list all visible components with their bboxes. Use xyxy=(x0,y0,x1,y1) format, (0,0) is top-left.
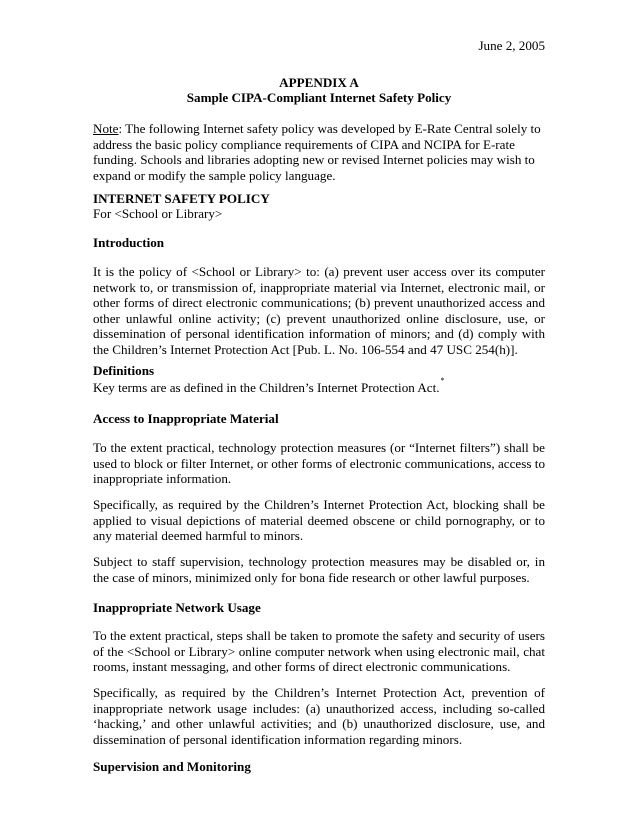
network-heading: Inappropriate Network Usage xyxy=(93,600,261,615)
access-paragraph-1: To the extent practical, technology protection measures (or “Internet filters”) shall be used to block or filter Internet, or other forms of electronic communications, access to inappropriate information. xyxy=(93,440,545,487)
definitions-text: Key terms are as defined in the Children’s Internet Protection Act. xyxy=(93,380,440,395)
network-paragraph-2: Specifically, as required by the Children’s Internet Protection Act, prevention of inappropriate network usage includes: (a) unauthorized access, including so-called ‘hacking,’ and other unlawful activities; and (b) unauthorized disclosure, use, and dissemination of personal identification information regarding minors. xyxy=(93,685,545,747)
policy-heading: INTERNET SAFETY POLICY xyxy=(93,191,270,206)
footnote-mark: * xyxy=(440,376,445,385)
note-paragraph xyxy=(93,121,545,183)
appendix-title: APPENDIX A xyxy=(279,75,359,90)
introduction-heading: Introduction xyxy=(93,235,165,250)
supervision-heading: Supervision and Monitoring xyxy=(93,759,251,774)
appendix-subtitle: Sample CIPA-Compliant Internet Safety Policy xyxy=(186,90,452,105)
introduction-paragraph: It is the policy of <School or Library> to: (a) prevent user access over its computer network to, or transmission of, inappropriate material via Internet, electronic mail, or other forms of direct electronic communications; (b) prevent unauthorized access and other unlawful online activity; (c) prevent unauthorized online disclosure, use, or dissemination of personal identification information of minors; and (d) comply with the Children’s Internet Protection Act [Pub. L. No. 106-554 and 47 USC 254(h)]. xyxy=(93,264,545,357)
access-paragraph-3: Subject to staff supervision, technology protection measures may be disabled or, in the case of minors, minimized only for bona fide research or other lawful purposes. xyxy=(93,554,545,585)
note-text: : The following Internet safety policy was developed by E-Rate Central solely to address the basic policy compliance requirements of CIPA and NCIPA for E-rate funding. Schools and libraries adopting new or revised Internet policies may wish to expand or modify the sample policy language. xyxy=(93,121,541,183)
network-paragraph-1: To the extent practical, steps shall be taken to promote the safety and security of users of the <School or Library> online computer network when using electronic mail, chat rooms, instant messaging, and other forms of direct electronic communications. xyxy=(93,628,545,675)
policy-for-line: For <School or Library> xyxy=(93,206,223,221)
access-paragraph-2: Specifically, as required by the Children’s Internet Protection Act, blocking shall be applied to visual depictions of material deemed obscene or child pornography, or to any material deemed harmful to minors. xyxy=(93,497,545,544)
definitions-heading: Definitions xyxy=(93,363,155,378)
note-label: Note xyxy=(93,121,119,136)
document-date: June 2, 2005 xyxy=(478,38,545,53)
access-heading: Access to Inappropriate Material xyxy=(93,411,279,426)
definitions-paragraph xyxy=(93,376,545,398)
